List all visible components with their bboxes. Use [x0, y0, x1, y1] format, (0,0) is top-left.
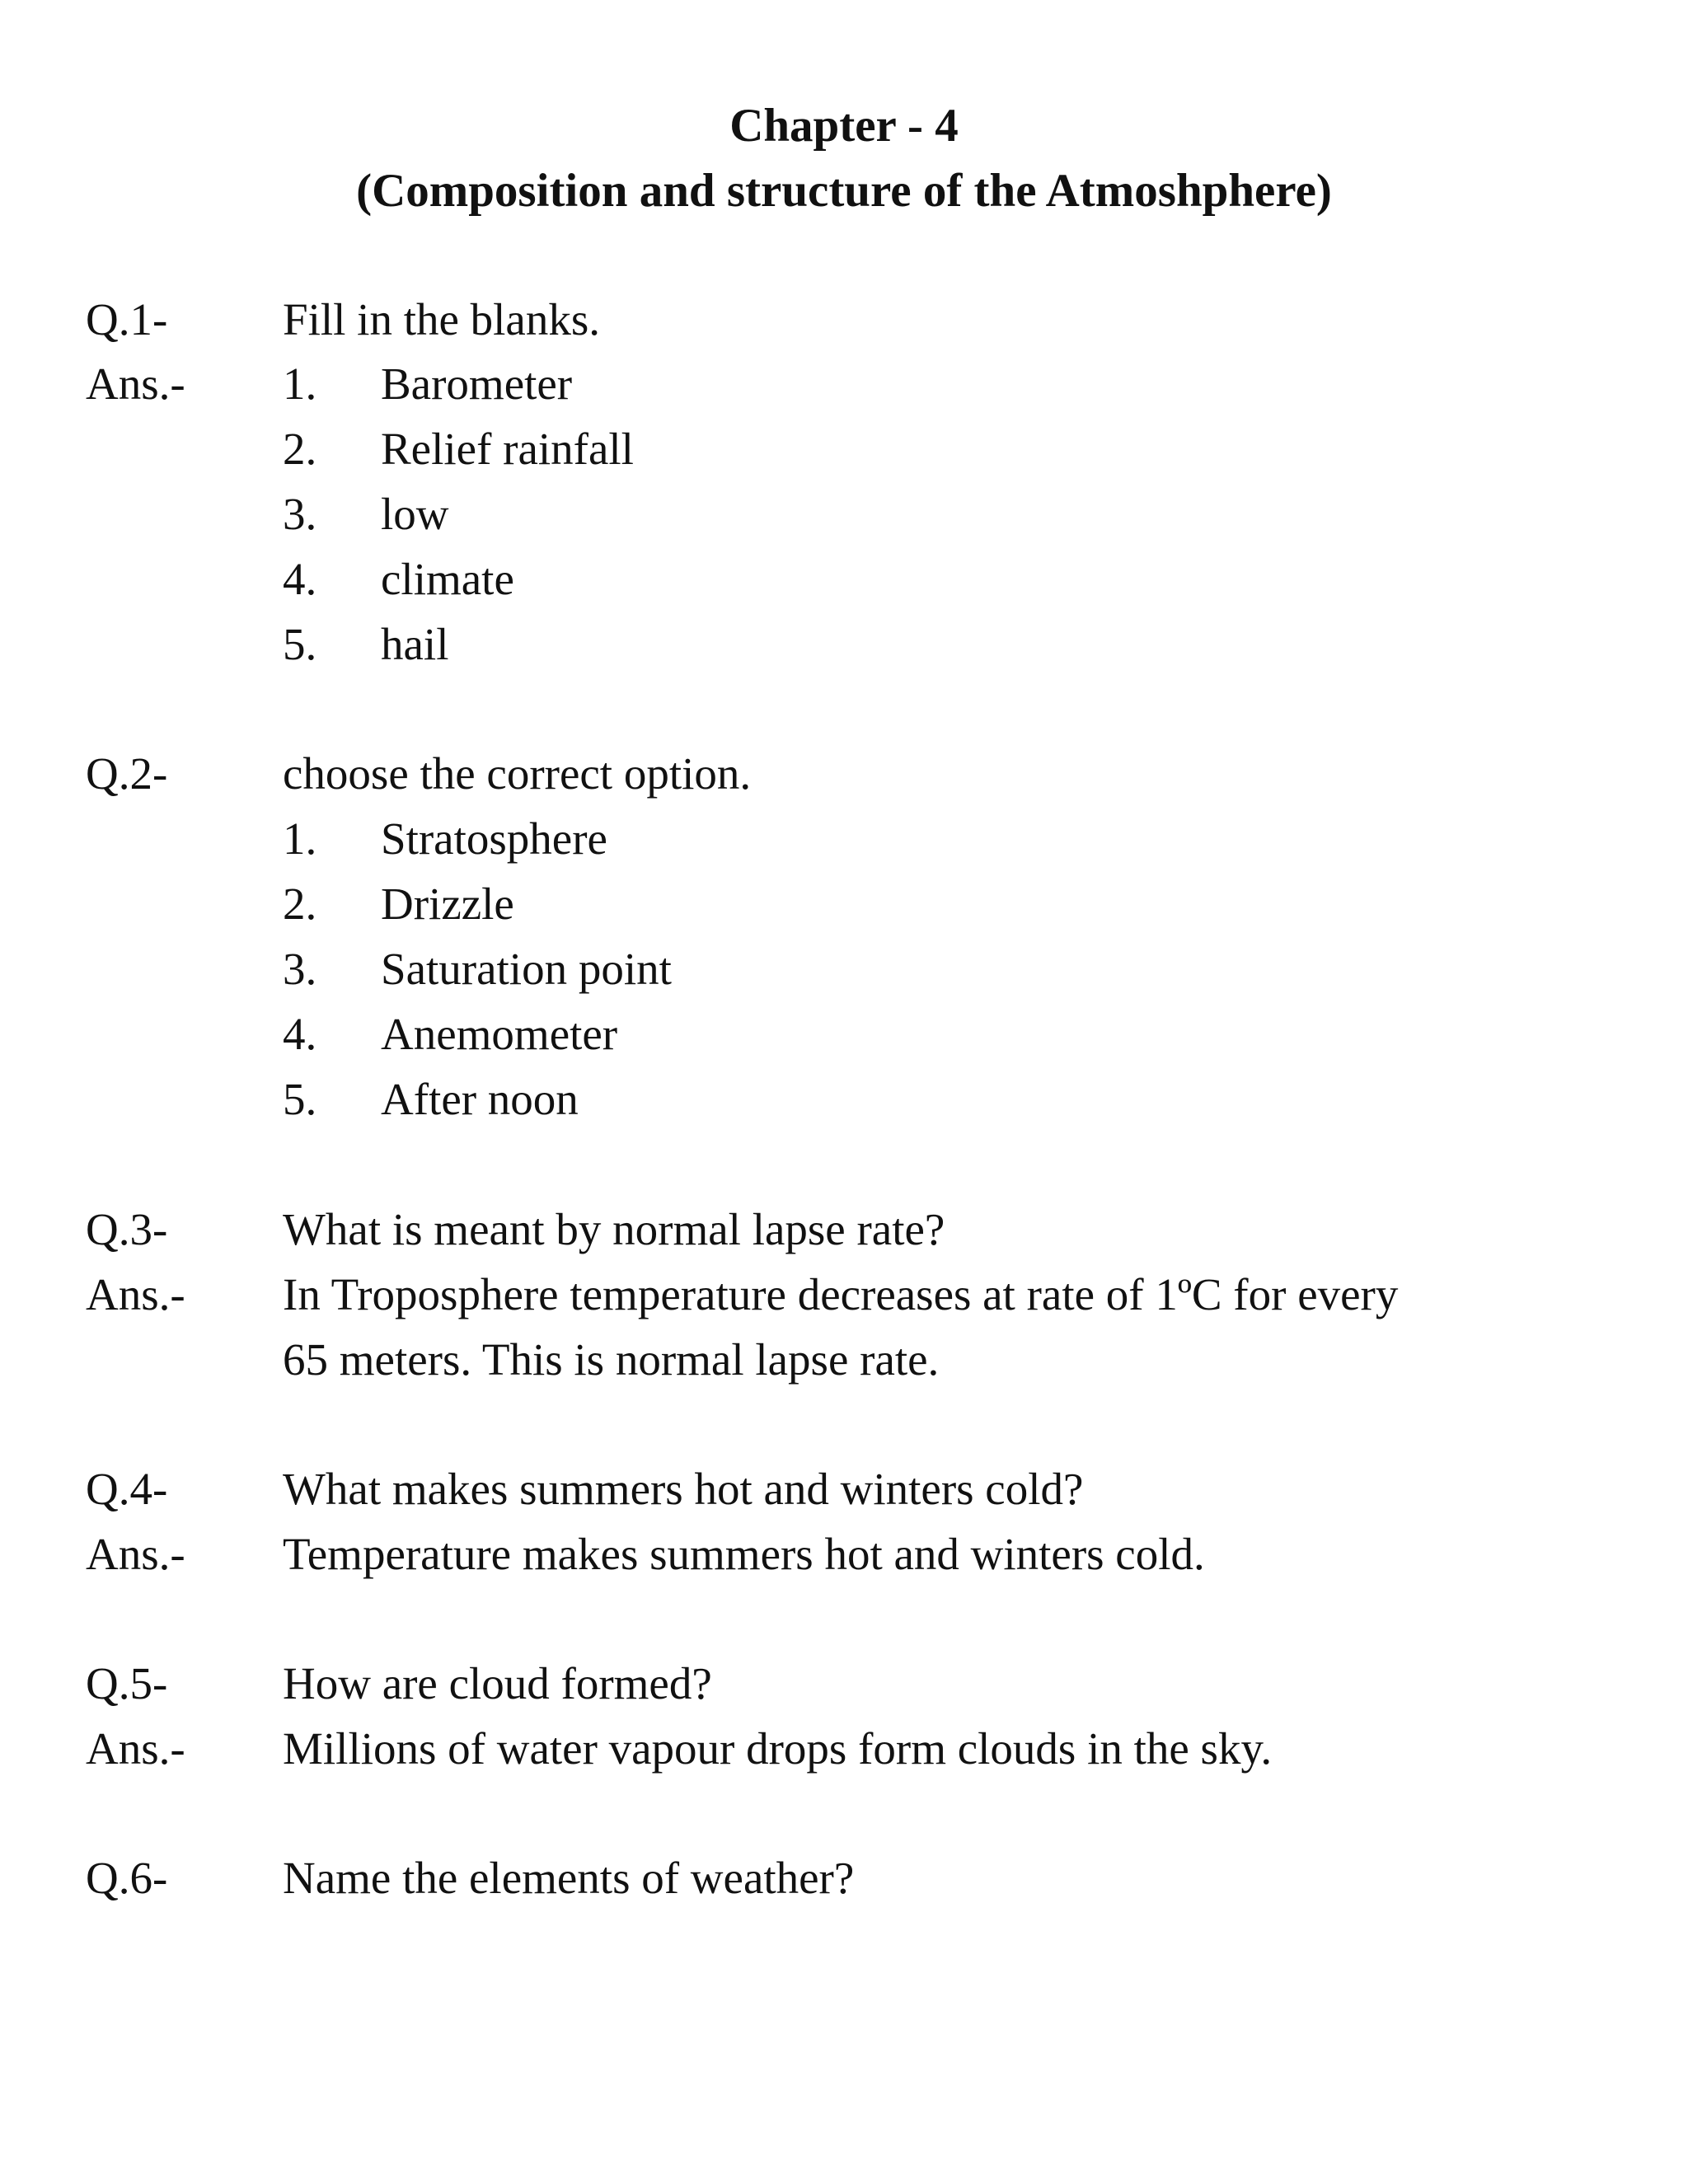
list-item: Stratosphere — [381, 813, 607, 864]
q6-label: Q.6- — [86, 1853, 168, 1903]
q2-label: Q.2- — [86, 748, 168, 799]
q3-answer-line1: In Troposphere temperature decreases at rate of 1ºC for every — [283, 1269, 1399, 1319]
q1-answer-label: Ans.- — [86, 359, 185, 409]
list-item-number: 3. — [283, 944, 317, 994]
list-item-number: 4. — [283, 1009, 317, 1059]
q6-question: Name the elements of weather? — [283, 1853, 855, 1903]
q1-label: Q.1- — [86, 294, 168, 344]
q1-question: Fill in the blanks. — [283, 294, 600, 344]
q3-answer-line2: 65 meters. This is normal lapse rate. — [283, 1334, 940, 1385]
list-item-number: 2. — [283, 424, 317, 474]
chapter-title: Chapter - 4 — [729, 100, 959, 152]
list-item: Anemometer — [381, 1009, 618, 1059]
q5-answer: Millions of water vapour drops form clouds in the sky. — [283, 1723, 1273, 1774]
list-item: climate — [381, 554, 514, 604]
list-item: hail — [381, 619, 449, 669]
list-item-number: 1. — [283, 813, 317, 864]
q5-question: How are cloud formed? — [283, 1658, 712, 1708]
chapter-subtitle: (Composition and structure of the Atmoshphere) — [356, 165, 1332, 217]
q4-question: What makes summers hot and winters cold? — [283, 1464, 1084, 1514]
list-item-number: 1. — [283, 359, 317, 409]
q3-question: What is meant by normal lapse rate? — [283, 1204, 945, 1254]
list-item-number: 4. — [283, 554, 317, 604]
list-item-number: 3. — [283, 489, 317, 539]
list-item: Saturation point — [381, 944, 672, 994]
q3-label: Q.3- — [86, 1204, 168, 1254]
q2-question: choose the correct option. — [283, 748, 752, 799]
q3-answer-label: Ans.- — [86, 1269, 185, 1319]
list-item: Relief rainfall — [381, 424, 634, 474]
list-item: Barometer — [381, 359, 573, 409]
q5-answer-label: Ans.- — [86, 1723, 185, 1774]
q5-label: Q.5- — [86, 1658, 168, 1708]
q4-answer-label: Ans.- — [86, 1529, 185, 1579]
q4-label: Q.4- — [86, 1464, 168, 1514]
list-item-number: 5. — [283, 619, 317, 669]
list-item: low — [381, 489, 449, 539]
list-item-number: 2. — [283, 879, 317, 929]
list-item: Drizzle — [381, 879, 514, 929]
list-item-number: 5. — [283, 1074, 317, 1124]
q4-answer: Temperature makes summers hot and winters cold. — [283, 1529, 1205, 1579]
list-item: After noon — [381, 1074, 579, 1124]
